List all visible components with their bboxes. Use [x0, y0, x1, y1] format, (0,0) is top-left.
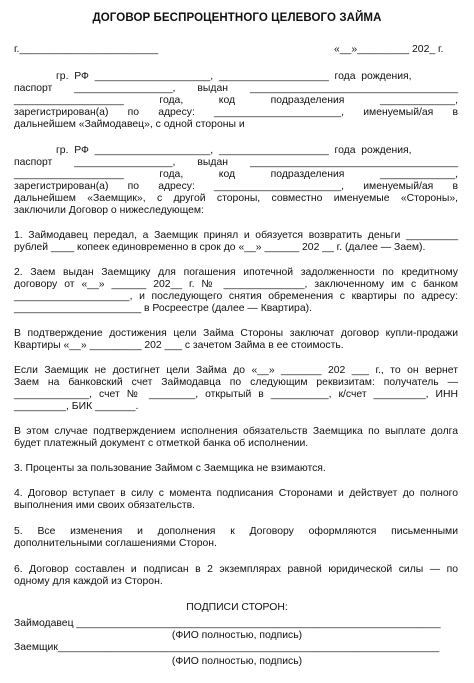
- borrower-line: заключили Договор о нижеследующем:: [14, 205, 204, 216]
- borrower-line: зарегистрирован(а) по адресу: ______________________, именуемый/ая в: [14, 181, 458, 192]
- clause-line: выполнения ими своих обязательств.: [14, 500, 196, 511]
- clause-line: 6. Договор составлен и подписан в 2 экземплярах равной юридической силы — по: [14, 564, 458, 575]
- clause-line: 5. Все изменения и дополнения к Договору оформляются письменными: [14, 526, 458, 537]
- borrower-line: ___________________ года, код подразделения _____________,: [14, 169, 458, 180]
- clause-line: В подтверждение достижения цели Займа Стороны заключат договор купли-продажи: [14, 328, 458, 339]
- borrower-line: дальнейшем «Заемщик», с другой стороны, совместно именуемые «Стороны»,: [14, 193, 458, 204]
- date-field: «__»_________ 202_ г.: [334, 44, 444, 55]
- borrower-signature-hint: (ФИО полностью, подпись): [171, 656, 303, 667]
- city-field: г.________________________: [14, 44, 159, 55]
- lender-line: зарегистрирован(а) по адресу: ______________________, именуемый/ая в: [14, 107, 458, 118]
- lender-line: ___________________ года, код подразделения _____________,: [14, 95, 458, 106]
- lender-line: гр. РФ ____________________, ___________________ года рождения,: [56, 71, 412, 82]
- clause-line: В этом случае подтверждением исполнения обязательств Заемщика по выплате долга: [14, 426, 458, 437]
- clause-line: ______________________ в Росреестре (далее — Квартира).: [14, 303, 312, 314]
- clause-line: ____________________, и последующего снятия обременения с квартиры по адресу:: [14, 291, 458, 302]
- clause-line: дополнительными соглашениями Сторон.: [14, 538, 217, 549]
- clause-line: Заем на банковский счет Займодавца по следующим реквизитам: получатель —: [14, 377, 458, 388]
- borrower-line: гр. РФ ____________________, ___________________ года рождения,: [56, 145, 412, 156]
- clause-line: рублей ____ копеек единовременно в срок до «__» ______ 202 __ г. (далее — Заем).: [14, 242, 426, 253]
- signatures-heading: ПОДПИСИ СТОРОН:: [186, 602, 288, 613]
- clause-line: _____________, счет № ________, открытый в __________, к/счет _________, ИНН: [14, 389, 458, 400]
- clause-line: одному для каждой из Сторон.: [14, 576, 163, 587]
- borrower-line: паспорт _________________, выдан ____________________________________: [14, 157, 458, 168]
- clause-line: 2. Заем выдан Заемщику для погашения ипотечной задолженности по кредитному: [14, 267, 458, 278]
- clause-line: 1. Займодавец передал, а Заемщик принял и обязуется возвратить деньги _________: [14, 230, 458, 241]
- clause-line: Квартиры «__» _________ 202 ___ с зачетом Займа в ее стоимость.: [14, 340, 344, 351]
- clause-line: договору от «__» ______ 202__ г. № ______________, заключенному им с банком: [14, 279, 458, 290]
- clause-line: _________, БИК _______.: [14, 401, 139, 412]
- clause-line: Если Заемщик не достигнет цели Займа до «__» _______ 202 ___ г., то он вернет: [14, 365, 458, 376]
- clause-line: будет платежный документ с отметкой банка об исполнении.: [14, 438, 309, 449]
- clause-3: 3. Проценты за пользование Займом с Заемщика не взимаются.: [14, 463, 326, 474]
- document-title: ДОГОВОР БЕСПРОЦЕНТНОГО ЦЕЛЕВОГО ЗАЙМА: [92, 12, 382, 24]
- lender-signature-line: Займодавец _______________________________________________________________: [14, 618, 441, 629]
- lender-line: дальнейшем «Займодавец», с одной стороны и: [14, 119, 245, 130]
- lender-line: паспорт _________________, выдан ____________________________________: [14, 83, 458, 94]
- borrower-signature-line: Заемщик__________________________________________________________________: [14, 642, 440, 653]
- clause-line: 4. Договор вступает в силу с момента подписания Сторонами и действует до полного: [14, 488, 458, 499]
- lender-signature-hint: (ФИО полностью, подпись): [171, 630, 303, 641]
